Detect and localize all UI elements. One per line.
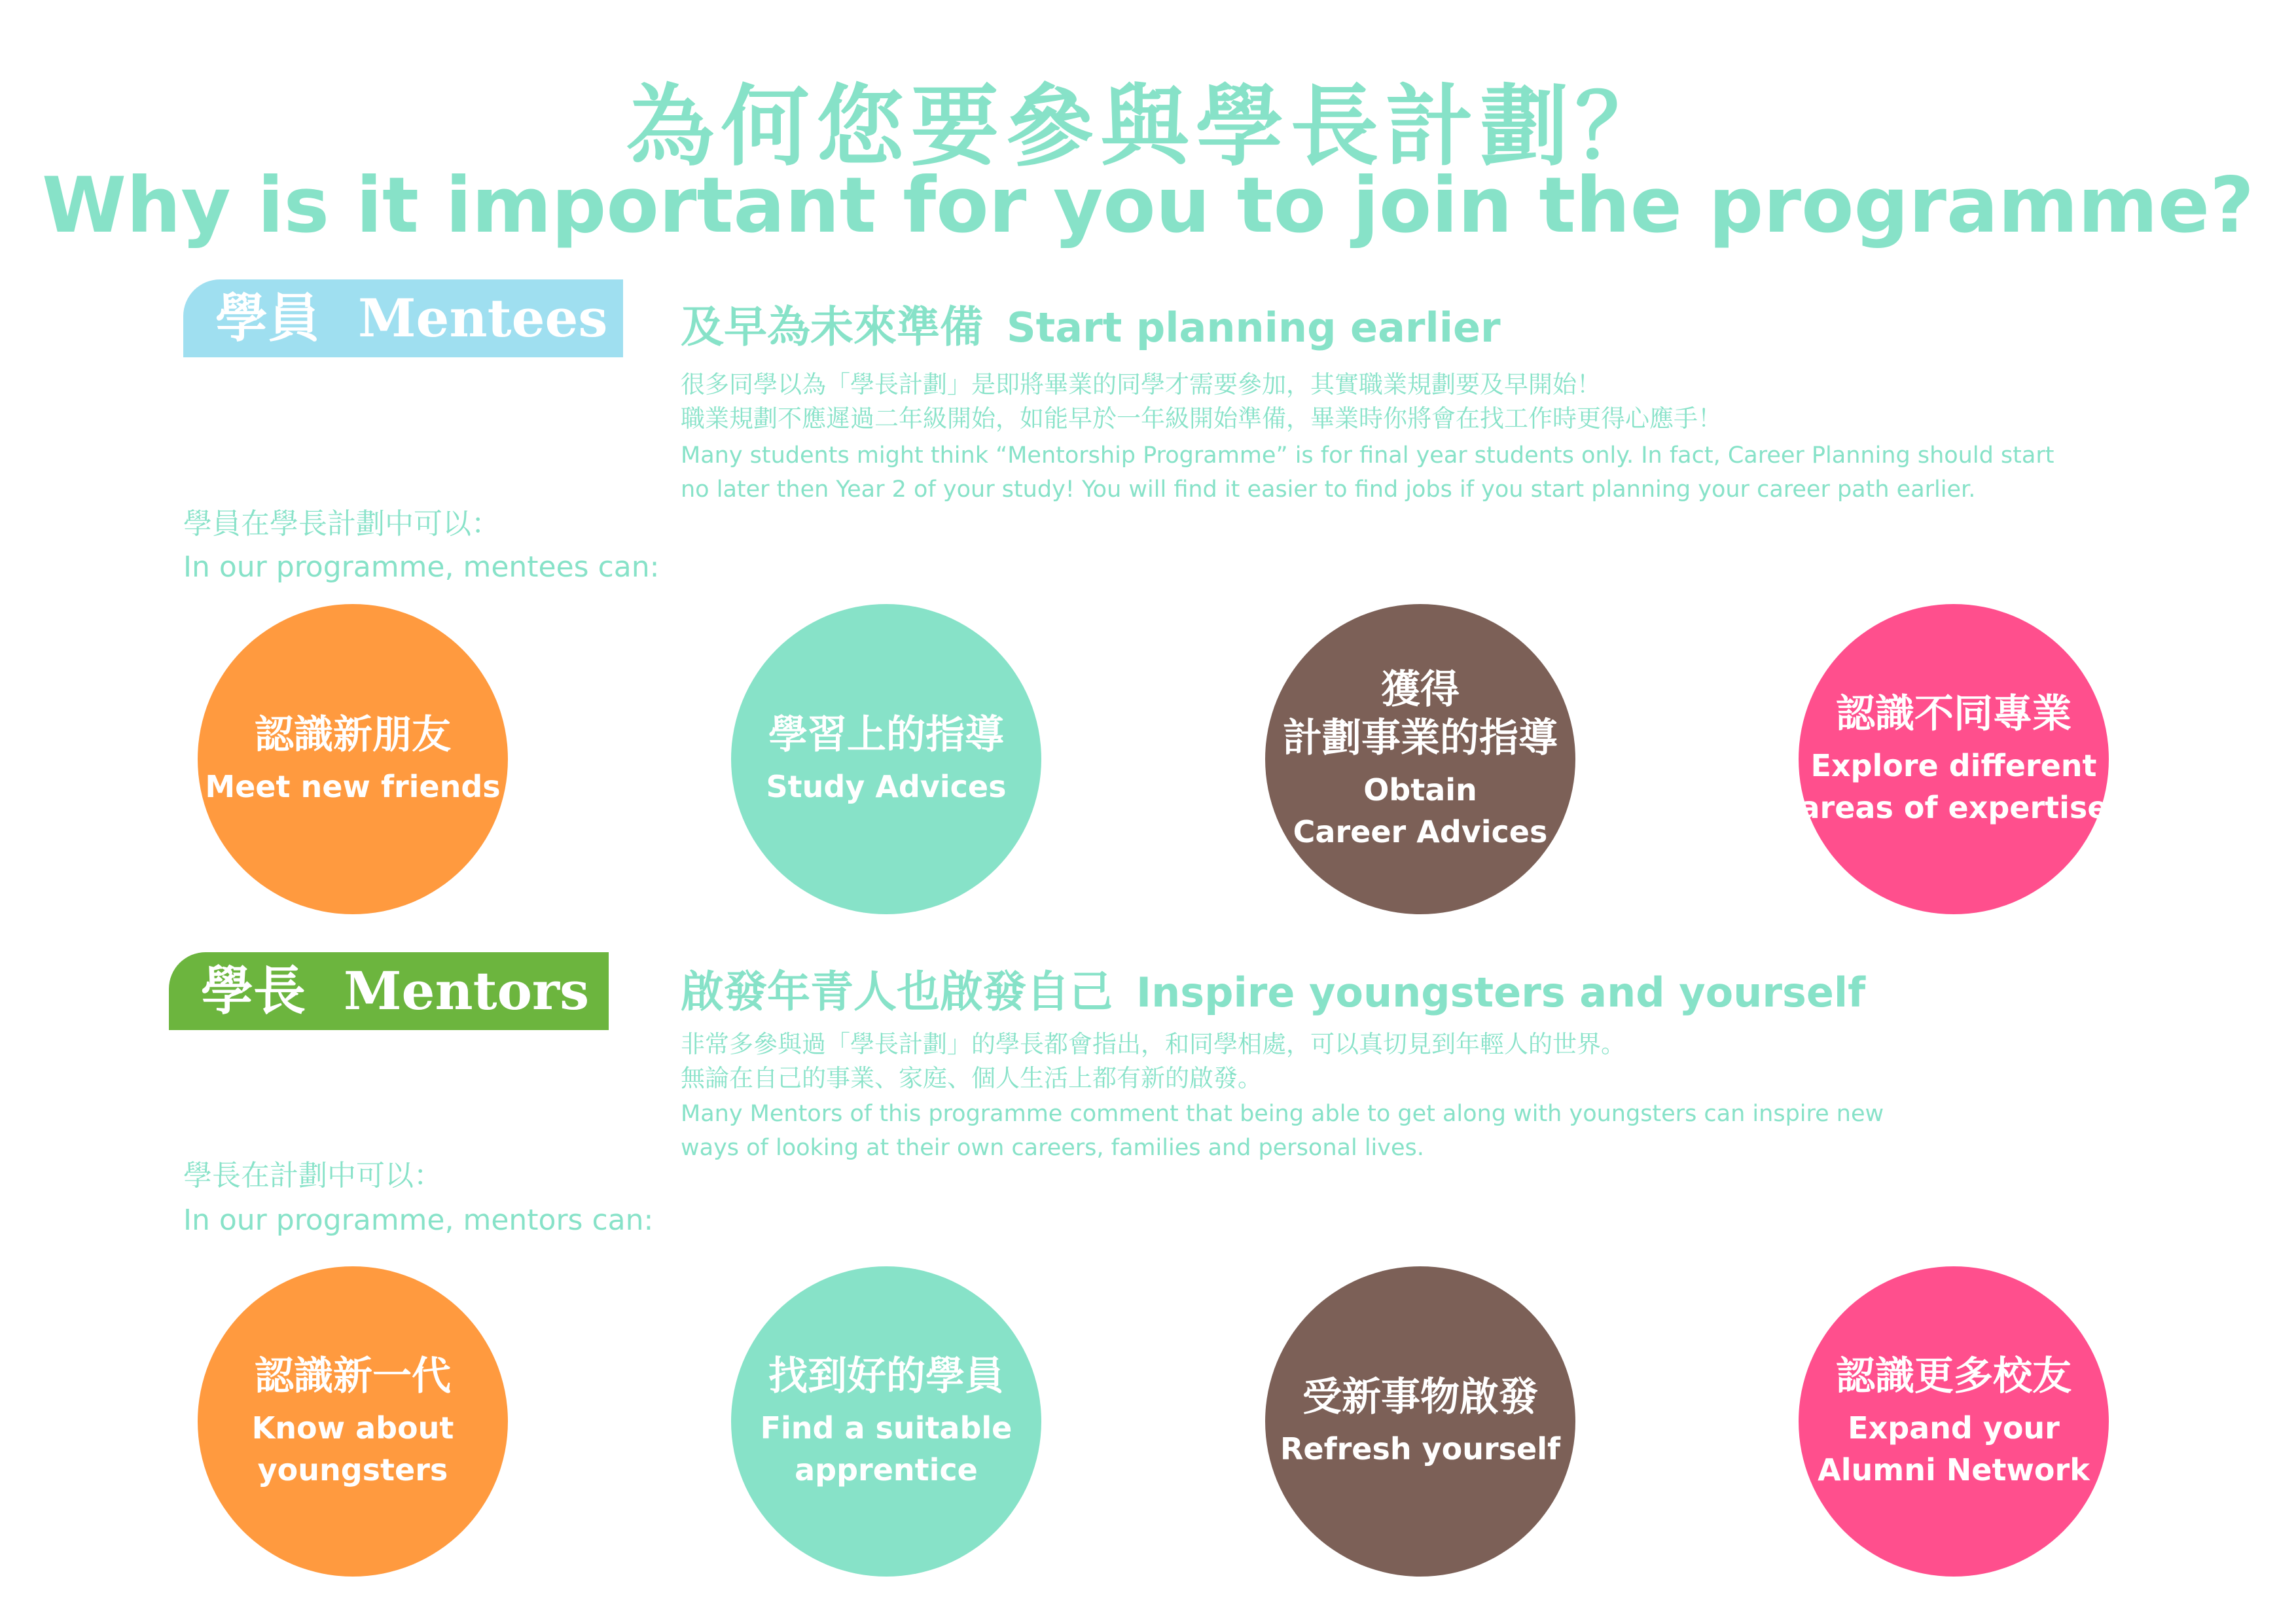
mentors-paragraph-chinese-line-2: 無論在自己的事業、家庭、個人生活上都有新的啟發。 bbox=[681, 1064, 1262, 1092]
mentors-heading-english: Inspire youngsters and yourself bbox=[1136, 969, 1866, 1016]
mentee-benefit-career-advices bbox=[1265, 604, 1575, 914]
mentor-benefit-refresh-yourself bbox=[1265, 1266, 1575, 1577]
benefit-english-label: Know about youngsters bbox=[251, 1410, 454, 1488]
mentors-heading-chinese: 啟發年青人也啟發自己 bbox=[681, 967, 1113, 1017]
mentors-can-chinese: 學長在計劃中可以： bbox=[183, 1159, 442, 1192]
mentee-benefit-study-advices bbox=[731, 604, 1041, 914]
benefit-chinese-label: 找到好的學員 bbox=[768, 1353, 1004, 1399]
mentor-benefit-alumni-network bbox=[1799, 1266, 2109, 1577]
mentors-paragraph-english-line-1: Many Mentors of this programme comment that being able to get along with youngsters can inspire new bbox=[681, 1101, 1884, 1127]
benefit-english-label: Find a suitable apprentice bbox=[760, 1410, 1013, 1488]
benefit-chinese-label: 學習上的指導 bbox=[768, 712, 1004, 758]
mentees-can-english: In our programme, mentees can: bbox=[183, 550, 660, 584]
mentees-paragraph-english-line-2: no later then Year 2 of your study! You will find it easier to find jobs if you start planning your career path earlier. bbox=[681, 476, 1976, 503]
benefit-chinese-label: 獲得 計劃事業的指導 bbox=[1283, 667, 1558, 761]
mentor-benefit-find-apprentice bbox=[731, 1266, 1041, 1577]
benefit-english-label: Meet new friends bbox=[205, 769, 501, 804]
benefit-chinese-label: 受新事物啟發 bbox=[1302, 1374, 1538, 1420]
mentee-benefit-explore-expertise bbox=[1799, 604, 2109, 914]
benefit-english-label: Study Advices bbox=[766, 769, 1007, 804]
mentors-can-english: In our programme, mentors can: bbox=[183, 1204, 654, 1237]
mentors-tag-english: Mentors bbox=[344, 960, 590, 1022]
mentees-paragraph-chinese-line-2: 職業規劃不應遲過二年級開始，如能早於一年級開始準備，畢業時你將會在找工作時更得心應手！ bbox=[681, 404, 1722, 433]
benefit-chinese-label: 認識新朋友 bbox=[255, 712, 451, 758]
mentees-can-chinese: 學員在學長計劃中可以： bbox=[183, 507, 500, 541]
benefit-english-label: Explore different areas of expertise bbox=[1799, 748, 2108, 825]
benefit-english-label: Obtain Career Advices bbox=[1293, 772, 1548, 849]
page-title-chinese: 為何您要參與學長計劃？ bbox=[626, 75, 1670, 178]
mentees-paragraph-chinese-line-1: 很多同學以為「學長計劃」是即將畢業的同學才需要參加，其實職業規劃要及早開始！ bbox=[681, 370, 1601, 399]
benefit-chinese-label: 認識新一代 bbox=[255, 1353, 451, 1399]
benefit-english-label: Expand your Alumni Network bbox=[1818, 1410, 2090, 1488]
mentees-paragraph-english-line-1: Many students might think “Mentorship Programme” is for final year students only. In fact, Career Planning should start bbox=[681, 442, 2054, 469]
mentees-heading-english: Start planning earlier bbox=[1007, 304, 1501, 351]
mentees-tag-english: Mentees bbox=[358, 287, 608, 349]
mentees-tag bbox=[183, 279, 623, 357]
mentors-heading bbox=[681, 957, 1865, 1019]
page-title-english: Why is it important for you to join the programme? bbox=[42, 160, 2254, 250]
benefit-chinese-label: 認識不同專業 bbox=[1836, 691, 2072, 737]
mentors-tag-chinese: 學長 bbox=[201, 960, 306, 1022]
benefit-english-label: Refresh yourself bbox=[1280, 1431, 1561, 1467]
mentee-benefit-meet-friends bbox=[198, 604, 508, 914]
mentors-tag bbox=[169, 952, 609, 1030]
mentor-benefit-know-youngsters bbox=[198, 1266, 508, 1577]
mentors-paragraph-english-line-2: ways of looking at their own careers, families and personal lives. bbox=[681, 1135, 1424, 1161]
mentees-tag-chinese: 學員 bbox=[215, 287, 320, 349]
mentors-paragraph-chinese-line-1: 非常多參與過「學長計劃」的學長都會指出，和同學相處，可以真切見到年輕人的世界。 bbox=[681, 1030, 1625, 1058]
mentees-heading-chinese: 及早為未來準備 bbox=[681, 302, 983, 352]
benefit-chinese-label: 認識更多校友 bbox=[1836, 1353, 2072, 1399]
mentees-heading bbox=[681, 292, 1501, 354]
